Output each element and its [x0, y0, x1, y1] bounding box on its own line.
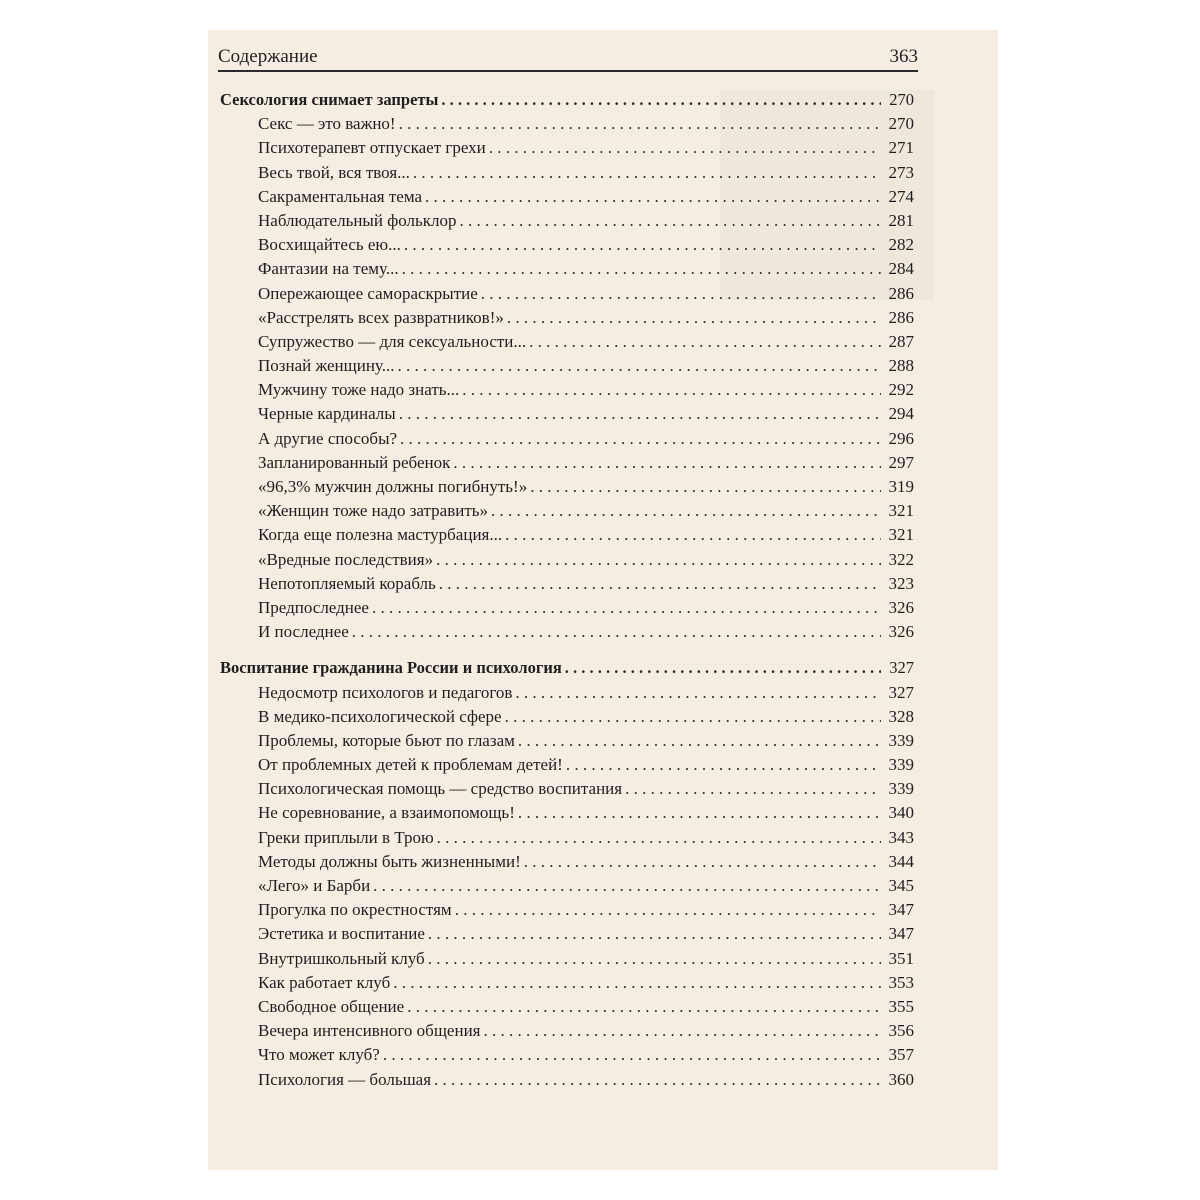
- toc-entry-title: Как работает клуб: [258, 972, 391, 992]
- header-page-number: 363: [889, 46, 918, 67]
- toc-entry: [220, 995, 914, 1019]
- dot-leader: [453, 451, 881, 475]
- section-heading-title: Воспитание гражданина России и психология: [220, 658, 562, 678]
- toc-entry-title: «Женщин тоже надо затравить»: [258, 501, 488, 521]
- toc-entry-page: 286: [888, 283, 914, 303]
- header-title: Содержание: [218, 46, 318, 67]
- toc-entry-page: 326: [888, 622, 914, 642]
- dot-leader: [515, 681, 881, 705]
- toc-entry-title: Психология — большая: [258, 1069, 432, 1089]
- toc-entry-page: 284: [888, 259, 914, 279]
- toc-entry-title: Весь твой, вся твоя...: [258, 162, 410, 182]
- dot-leader: [393, 971, 881, 995]
- running-header: [218, 38, 918, 72]
- toc-entry-title: От проблемных детей к проблемам детей!: [258, 755, 563, 775]
- toc-entry: [220, 596, 914, 620]
- toc-entry: [220, 330, 914, 354]
- toc-entry-title: Эстетика и воспитание: [258, 924, 425, 944]
- toc-entry-title: Когда еще полезна мастурбация...: [258, 525, 503, 545]
- table-of-contents: [220, 88, 914, 1092]
- toc-entry-page: 351: [888, 948, 914, 968]
- dot-leader: [441, 88, 881, 112]
- toc-entry-page: 340: [888, 803, 914, 823]
- toc-entry: [220, 354, 914, 378]
- toc-entry-title: Сакраментальная тема: [258, 186, 423, 206]
- toc-entry-page: 270: [888, 114, 914, 134]
- toc-entry-title: «Расстрелять всех развратников!»: [258, 307, 504, 327]
- toc-entry-page: 294: [888, 404, 914, 424]
- toc-entry-title: Черные кардиналы: [258, 404, 396, 424]
- toc-entry: [220, 475, 914, 499]
- dot-leader: [481, 282, 881, 306]
- toc-section: [220, 656, 914, 1091]
- toc-entry: [220, 136, 914, 160]
- toc-entry: [220, 112, 914, 136]
- toc-entry: [220, 257, 914, 281]
- toc-entry-page: 273: [888, 162, 914, 182]
- toc-entry-title: Психологическая помощь — средство воспитания: [258, 779, 623, 799]
- toc-entry-title: А другие способы?: [258, 428, 398, 448]
- toc-entry: [220, 185, 914, 209]
- toc-entry-title: Свободное общение: [258, 996, 405, 1016]
- dot-leader: [507, 306, 881, 330]
- toc-entry-page: 357: [888, 1045, 914, 1065]
- dot-leader: [505, 523, 881, 547]
- toc-entry-title: Познай женщину...: [258, 356, 395, 376]
- dot-leader: [407, 995, 881, 1019]
- toc-entry-page: 343: [888, 827, 914, 847]
- dot-leader: [404, 233, 881, 257]
- toc-entry-page: 296: [888, 428, 914, 448]
- toc-entry-title: Супружество — для сексуальности...: [258, 331, 527, 351]
- toc-entry-page: 347: [888, 900, 914, 920]
- dot-leader: [565, 656, 881, 680]
- toc-entry: [220, 777, 914, 801]
- toc-entry-page: 319: [888, 477, 914, 496]
- toc-entry-page: 339: [888, 755, 914, 775]
- toc-entry: [220, 1019, 914, 1043]
- toc-entry-page: 339: [888, 730, 914, 750]
- dot-leader: [518, 801, 881, 825]
- toc-entry-title: Опережающее самораскрытие: [258, 283, 478, 303]
- toc-entry-page: 297: [888, 452, 914, 472]
- dot-leader: [400, 427, 881, 451]
- toc-entry: [220, 681, 914, 705]
- dot-leader: [459, 209, 881, 233]
- section-heading-page: 270: [889, 90, 914, 109]
- toc-entry: [220, 922, 914, 946]
- toc-entry-title: Вечера интенсивного общения: [258, 1021, 481, 1041]
- toc-entry-title: В медико-психологической сфере: [258, 706, 502, 726]
- toc-entry: [220, 306, 914, 330]
- toc-entry-page: 353: [888, 972, 914, 992]
- toc-entry: [220, 378, 914, 402]
- dot-leader: [439, 572, 881, 596]
- toc-entry: [220, 1043, 914, 1067]
- toc-entry-title: Фантазии на тему...: [258, 259, 399, 279]
- toc-entry-title: Не соревнование, а взаимопомощь!: [258, 803, 515, 823]
- dot-leader: [428, 947, 881, 971]
- toc-entry-title: Мужчину тоже надо знать...: [258, 380, 460, 400]
- toc-entry: [220, 801, 914, 825]
- dot-leader: [484, 1019, 882, 1043]
- section-heading-page: 327: [889, 658, 914, 678]
- toc-entry-title: И последнее: [258, 622, 349, 642]
- toc-entry: [220, 548, 914, 572]
- toc-entry-page: 347: [888, 924, 914, 944]
- toc-entry-title: Предпоследнее: [258, 597, 369, 617]
- toc-entry-title: Запланированный ребенок: [258, 452, 451, 472]
- toc-entry-page: 282: [888, 235, 914, 255]
- dot-leader: [413, 161, 881, 185]
- toc-entry-page: 288: [888, 356, 914, 376]
- toc-entry: [220, 572, 914, 596]
- toc-entry-title: «Вредные последствия»: [258, 549, 434, 569]
- toc-entry: [220, 233, 914, 257]
- dot-leader: [566, 753, 881, 777]
- toc-entry-title: Внутришкольный клуб: [258, 948, 425, 968]
- toc-entry: [220, 898, 914, 922]
- toc-entry: [220, 282, 914, 306]
- toc-entry-page: 326: [888, 597, 914, 617]
- dot-leader: [437, 826, 881, 850]
- dot-leader: [383, 1043, 881, 1067]
- toc-entry-title: Что может клуб?: [258, 1045, 380, 1065]
- toc-entry-title: Прогулка по окрестностям: [258, 900, 452, 920]
- toc-entry-page: 286: [888, 307, 914, 327]
- toc-entry-page: 323: [888, 573, 914, 593]
- toc-entry: [220, 427, 914, 451]
- toc-entry-page: 345: [888, 876, 914, 895]
- dot-leader: [399, 402, 881, 426]
- toc-entry-page: 339: [888, 779, 914, 799]
- dot-leader: [489, 136, 881, 160]
- toc-entry: [220, 209, 914, 233]
- toc-entry-page: 321: [888, 525, 914, 545]
- toc-entry-title: «Лего» и Барби: [258, 876, 371, 895]
- toc-entry: [220, 850, 914, 874]
- toc-entry-page: 271: [888, 138, 914, 158]
- toc-entry-page: 356: [888, 1021, 914, 1041]
- toc-entry-title: «96,3% мужчин должны погибнуть!»: [258, 477, 528, 496]
- toc-entry: [220, 826, 914, 850]
- toc-entry: [220, 1068, 914, 1092]
- toc-entry-title: Непотопляемый корабль: [258, 573, 436, 593]
- dot-leader: [399, 112, 881, 136]
- toc-entry-page: 292: [888, 380, 914, 400]
- toc-entry: [220, 874, 914, 898]
- dot-leader: [397, 354, 881, 378]
- toc-entry-page: 327: [888, 682, 914, 702]
- toc-entry-page: 274: [888, 186, 914, 206]
- dot-leader: [518, 729, 881, 753]
- toc-entry: [220, 523, 914, 547]
- section-heading: [220, 88, 914, 112]
- toc-entry: [220, 947, 914, 971]
- toc-entry: [220, 705, 914, 729]
- dot-leader: [529, 330, 881, 354]
- toc-entry-title: Психотерапевт отпускает грехи: [258, 138, 486, 158]
- toc-entry-page: 281: [888, 210, 914, 230]
- toc-entry-title: Секс — это важно!: [258, 114, 396, 134]
- toc-entry: [220, 753, 914, 777]
- toc-entry-page: 344: [888, 851, 914, 871]
- dot-leader: [524, 850, 881, 874]
- dot-leader: [372, 596, 881, 620]
- section-heading: [220, 656, 914, 680]
- toc-entry: [220, 161, 914, 185]
- toc-entry-title: Восхищайтесь ею...: [258, 235, 401, 255]
- dot-leader: [425, 185, 881, 209]
- toc-entry-title: Недосмотр психологов и педагогов: [258, 682, 513, 702]
- dot-leader: [428, 922, 881, 946]
- toc-entry-page: 360: [888, 1069, 914, 1089]
- dot-leader: [373, 874, 881, 898]
- dot-leader: [625, 777, 881, 801]
- toc-entry-title: Греки приплыли в Трою: [258, 827, 434, 847]
- toc-entry: [220, 620, 914, 644]
- dot-leader: [352, 620, 881, 644]
- toc-entry-title: Наблюдательный фольклор: [258, 210, 457, 230]
- dot-leader: [530, 475, 881, 499]
- dot-leader: [505, 705, 881, 729]
- dot-leader: [436, 548, 881, 572]
- book-page: [208, 30, 998, 1170]
- toc-section: [220, 88, 914, 644]
- dot-leader: [491, 499, 881, 523]
- dot-leader: [455, 898, 881, 922]
- dot-leader: [402, 257, 881, 281]
- toc-entry-page: 287: [888, 331, 914, 351]
- toc-entry-page: 322: [888, 549, 914, 569]
- toc-entry-page: 321: [888, 501, 914, 521]
- toc-entry: [220, 971, 914, 995]
- toc-entry: [220, 451, 914, 475]
- dot-leader: [434, 1068, 881, 1092]
- toc-entry-title: Проблемы, которые бьют по глазам: [258, 730, 515, 750]
- toc-entry-page: 355: [888, 996, 914, 1016]
- section-heading-title: Сексология снимает запреты: [220, 90, 439, 109]
- toc-entry: [220, 402, 914, 426]
- dot-leader: [462, 378, 881, 402]
- toc-entry-title: Методы должны быть жизненными!: [258, 851, 521, 871]
- toc-entry: [220, 729, 914, 753]
- toc-entry: [220, 499, 914, 523]
- toc-entry-page: 328: [888, 706, 914, 726]
